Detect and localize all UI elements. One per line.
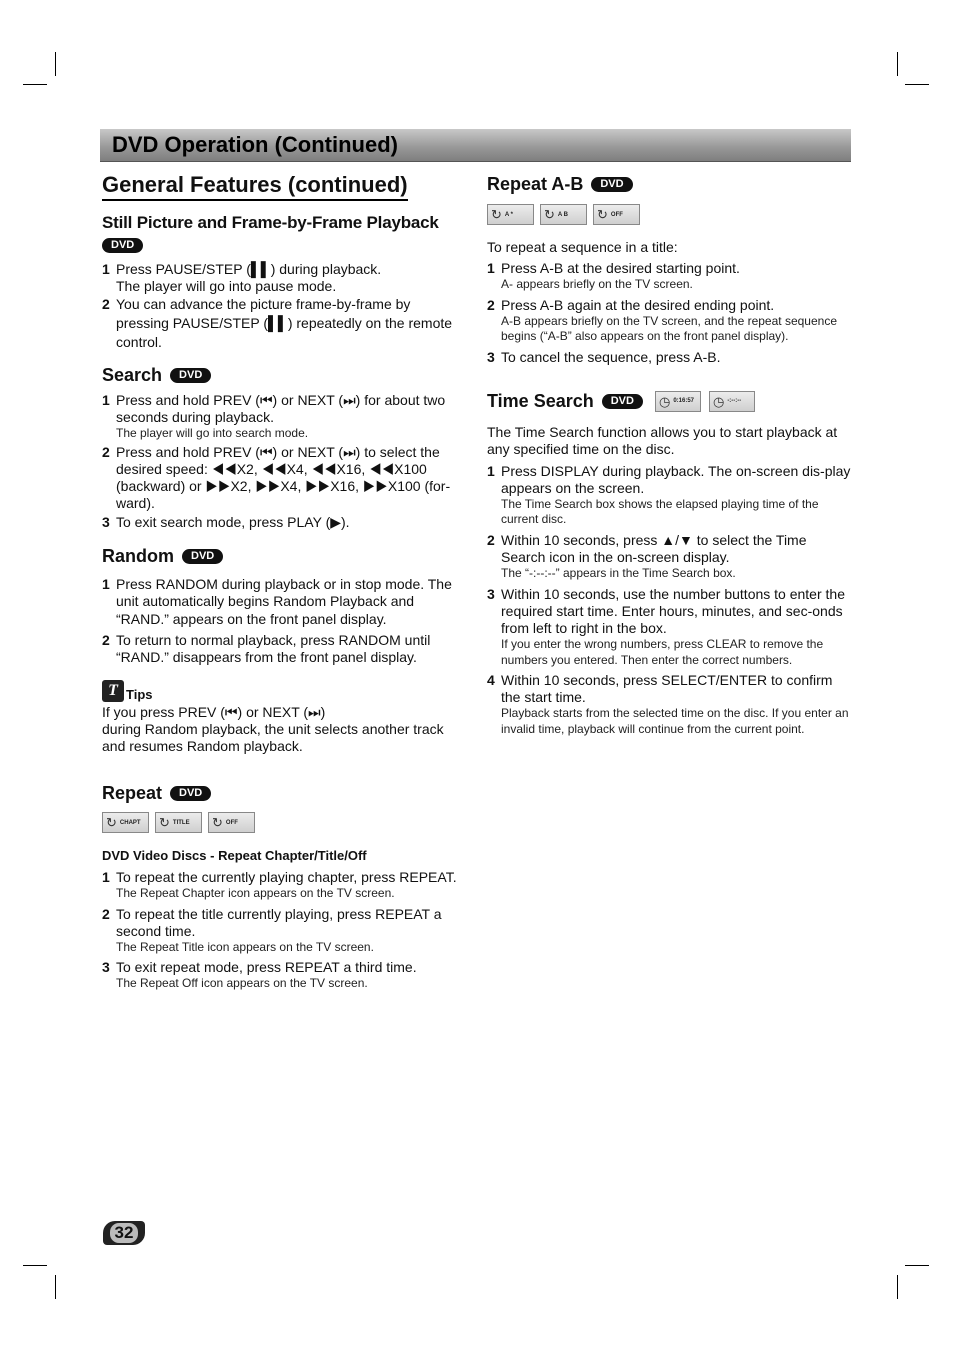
list-item: 1 Press A-B at the desired starting point. A- appears briefly on the TV screen.: [487, 260, 740, 291]
repeat-icons: [102, 812, 467, 833]
random-heading: Random DVD: [102, 546, 467, 567]
time-elapsed-icon: ◷ 0:16:57: [655, 391, 701, 412]
crop-mark: [897, 52, 898, 76]
crop-mark: [23, 1265, 47, 1266]
list-item: 3 Within 10 seconds, use the number buttons to enter the required start time. Enter hours, minutes, and sec-onds from left to right in the box. If you enter the wrong numbers, press CLEAR to remove the numbers you entered. Then enter the correct numbers.: [487, 586, 845, 667]
still-picture-heading: Still Picture and Frame-by-Frame Playback: [102, 213, 439, 232]
crop-mark: [897, 1275, 898, 1299]
tips-heading: T Tips: [102, 680, 467, 702]
repeat-ab-icon: ↻ A B: [540, 204, 587, 225]
page-number: 32: [103, 1221, 145, 1245]
list-item: 1 Press PAUSE/STEP (▌▌) during playback. The player will go into pause mode.: [102, 261, 382, 294]
page-title: General Features (continued): [102, 172, 408, 201]
list-item: 2 Within 10 seconds, press ▲/▼ to select the Time Search icon in the on-screen display. The “-:--:--” appears in the Time Search box.: [487, 531, 807, 580]
crop-mark: [55, 52, 56, 76]
tips-text: If you press PREV (⏮) or NEXT (⏭) during Random playback, the unit selects another track and resumes Random playback.: [102, 704, 444, 754]
dvd-badge: DVD: [182, 549, 223, 564]
search-heading: Search DVD: [102, 365, 467, 386]
repeat-ab-heading: Repeat A-B DVD: [487, 174, 853, 195]
repeat-title-icon: ↻ TITLE: [155, 812, 202, 833]
crop-mark: [23, 84, 47, 85]
list-item: 2 To repeat the title currently playing, press REPEAT a second time. The Repeat Title icon appears on the TV screen.: [102, 905, 442, 954]
dvd-badge: DVD: [170, 786, 211, 801]
list-item: 1 To repeat the currently playing chapter, press REPEAT. The Repeat Chapter icon appears on the TV screen.: [102, 869, 457, 900]
tips-icon: T: [102, 680, 124, 702]
list-item: 2 You can advance the picture frame-by-frame by pressing PAUSE/STEP (▌▌) repeatedly on the remote control.: [102, 296, 453, 350]
repeat-heading: Repeat DVD: [102, 783, 467, 804]
crop-mark: [55, 1275, 56, 1299]
left-column: [102, 170, 467, 992]
list-item: 4 Within 10 seconds, press SELECT/ENTER to confirm the start time. Playback starts from the selected time on the disc. If you enter an invalid time, playback will continue from the current point.: [487, 672, 849, 736]
repeat-off-icon: ↻ OFF: [593, 204, 640, 225]
list-item: 1 Press RANDOM during playback or in stop mode. The unit automatically begins Random Playback and “RAND.” appears on the front panel display.: [102, 575, 452, 627]
dvd-badge: DVD: [170, 368, 211, 383]
repeat-a-icon: ↻ A *: [487, 204, 534, 225]
section-banner: [100, 129, 851, 162]
list-item: 2 Press and hold PREV (⏮) or NEXT (⏭) to select the desired speed: ◀◀X2, ◀◀X4, ◀◀X16, ◀◀X100 (backward) or ▶▶X2, ▶▶X4, ▶▶X16, ▶▶X100 (for-ward).: [102, 443, 451, 511]
dvd-badge: DVD: [591, 177, 632, 192]
repeat-chapter-icon: ↻ CHAPT: [102, 812, 149, 833]
time-entry-icon: ◷ -:--:--: [709, 391, 755, 412]
list-item: 2 To return to normal playback, press RANDOM until “RAND.” disappears from the front panel display.: [102, 632, 431, 665]
crop-mark: [905, 84, 929, 85]
list-item: 1 Press and hold PREV (⏮) or NEXT (⏭) for about two seconds during playback. The player will go into search mode.: [102, 392, 446, 440]
repeat-ab-intro: To repeat a sequence in a title:: [487, 239, 678, 255]
list-item: 3 To cancel the sequence, press A-B.: [487, 348, 721, 365]
time-search-heading: Time Search DVD ◷ 0:16:57 ◷ -:--:--: [487, 391, 853, 412]
time-search-intro: The Time Search function allows you to start playback at any specified time on the disc.: [487, 423, 838, 457]
crop-mark: [905, 1265, 929, 1266]
list-item: 1 Press DISPLAY during playback. The on-screen dis-play appears on the screen. The Time Search box shows the elapsed playing time of the current disc.: [487, 462, 851, 526]
repeat-ab-icons: [487, 204, 853, 225]
list-item: 3 To exit repeat mode, press REPEAT a third time. The Repeat Off icon appears on the TV screen.: [102, 959, 417, 990]
right-column: [487, 170, 853, 737]
banner-title: DVD Operation (Continued): [112, 132, 398, 157]
list-item: 2 Press A-B again at the desired ending point. A-B appears briefly on the TV screen, and the repeat sequence begins (“A-B” also appears on the front panel display).: [487, 296, 837, 343]
repeat-off-icon: ↻ OFF: [208, 812, 255, 833]
dvd-badge: DVD: [102, 238, 143, 253]
list-item: 3 To exit search mode, press PLAY (▶).: [102, 513, 350, 530]
repeat-subheading: DVD Video Discs - Repeat Chapter/Title/Off: [102, 848, 367, 863]
dvd-badge: DVD: [602, 394, 643, 409]
